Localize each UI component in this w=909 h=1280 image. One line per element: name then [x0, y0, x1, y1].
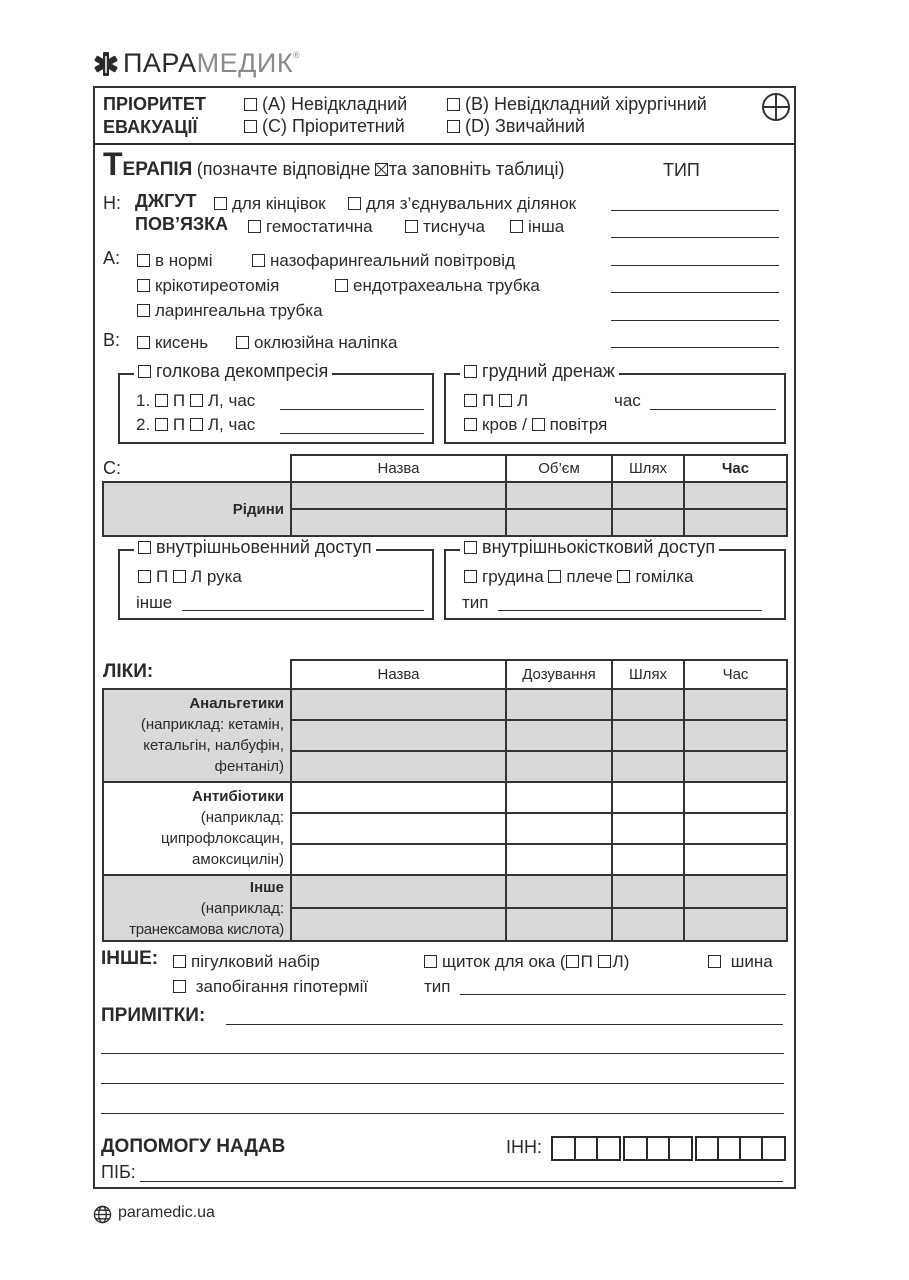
io-sternum-checkbox[interactable] — [464, 570, 477, 583]
chest-time-label: час — [614, 391, 641, 410]
drugs-header-route: Шлях — [612, 660, 684, 689]
other-hypothermia[interactable]: запобігання гіпотермії — [173, 977, 368, 997]
a-endotracheal-checkbox[interactable] — [335, 279, 348, 292]
priority-title-2: ЕВАКУАЦІЇ — [103, 117, 198, 137]
a-cricothyrotomy-checkbox[interactable] — [137, 279, 150, 292]
drug-cell[interactable] — [612, 782, 684, 813]
hypothermia-checkbox[interactable] — [173, 980, 186, 993]
bandage-other[interactable]: інша — [510, 217, 564, 237]
drug-cell[interactable] — [291, 875, 506, 908]
io-shin-checkbox[interactable] — [617, 570, 630, 583]
splint-checkbox[interactable] — [708, 955, 721, 968]
other-pill-kit[interactable]: пігулковий набір — [173, 952, 320, 972]
drug-cell[interactable] — [506, 720, 612, 751]
chest-row-1: П Л — [464, 391, 528, 411]
iv-access-box — [118, 537, 434, 620]
drug-cell[interactable] — [506, 844, 612, 875]
priority-option-a[interactable]: (A) Невідкладний — [244, 94, 407, 115]
star-of-life-icon — [93, 51, 119, 77]
drug-cell[interactable] — [612, 875, 684, 908]
bandage-label: ПОВ’ЯЗКА — [135, 214, 229, 234]
c-letter: С: — [103, 458, 121, 478]
chest-p-checkbox[interactable] — [464, 394, 477, 407]
priority-b-checkbox[interactable] — [447, 98, 460, 111]
other-eye-shield[interactable]: щиток для ока ( П Л) — [424, 952, 629, 972]
chest-blood-checkbox[interactable] — [464, 418, 477, 431]
drugs-header-time: Час — [684, 660, 787, 689]
a-cricothyrotomy[interactable]: крікотиреотомія — [137, 276, 279, 296]
drug-cell[interactable] — [684, 813, 787, 844]
drug-cell[interactable] — [506, 782, 612, 813]
brand-dark: ПАРА — [123, 48, 197, 78]
notes-line-2[interactable] — [101, 1053, 784, 1054]
fluids-cell[interactable] — [291, 482, 506, 509]
needle-row-1: 1. П Л, час — [136, 391, 256, 410]
inn-digit-boxes[interactable] — [551, 1136, 787, 1162]
io-checkbox[interactable] — [464, 541, 477, 554]
io-type-line[interactable] — [498, 610, 762, 611]
type-line-1[interactable] — [611, 210, 779, 211]
priority-title-1: ПРІОРИТЕТ — [103, 94, 206, 114]
fluids-header-time: Час — [684, 455, 787, 482]
footer-url[interactable]: paramedic.ua — [118, 1204, 215, 1221]
chest-l-checkbox[interactable] — [499, 394, 512, 407]
provider-title: ДОПОМОГУ НАДАВ — [101, 1136, 286, 1157]
iv-other-label: інше — [136, 593, 173, 612]
drug-cell[interactable] — [684, 908, 787, 941]
drug-cell[interactable] — [291, 782, 506, 813]
drug-cell[interactable] — [684, 720, 787, 751]
iv-other-line[interactable] — [182, 610, 424, 611]
b-occlusive-checkbox[interactable] — [236, 336, 249, 349]
needle-2-time-line[interactable] — [280, 433, 424, 434]
brand-light: МЕДИК — [196, 48, 294, 78]
a-laryngeal-checkbox[interactable] — [137, 304, 150, 317]
io-shoulder-checkbox[interactable] — [548, 570, 561, 583]
fluids-label: Рідини — [103, 482, 291, 536]
drug-cell[interactable] — [506, 689, 612, 720]
iv-checkbox[interactable] — [138, 541, 151, 554]
antibiotics-label: Антибіотики (наприклад: ципрофлоксацин, амоксицилін) — [103, 782, 291, 875]
fluids-table — [102, 454, 788, 537]
priority-option-d[interactable]: (D) Звичайний — [447, 116, 585, 137]
priority-option-b[interactable]: (B) Невідкладний хірургічний — [447, 94, 707, 115]
analgesics-label: Анальгетики (наприклад: кетамін, кетальгін, налбуфін, фентаніл) — [103, 689, 291, 782]
a-normal-checkbox[interactable] — [137, 254, 150, 267]
bandage-hemostatic-checkbox[interactable] — [248, 220, 261, 233]
fluids-cell[interactable] — [291, 509, 506, 536]
a-normal[interactable]: в нормі — [137, 251, 213, 271]
drugs-table — [102, 659, 788, 942]
fluids-header-route: Шлях — [612, 455, 684, 482]
other-title: ІНШЕ: — [101, 948, 159, 969]
drug-cell[interactable] — [612, 689, 684, 720]
drug-cell[interactable] — [291, 751, 506, 782]
needle-1-p-checkbox[interactable] — [155, 394, 168, 407]
tourniquet-limbs[interactable]: для кінцівок — [214, 194, 326, 214]
fluids-cell[interactable] — [612, 509, 684, 536]
iv-side-row: П Л рука — [138, 567, 242, 587]
fluids-cell[interactable] — [506, 509, 612, 536]
drug-cell[interactable] — [506, 751, 612, 782]
needle-title[interactable]: голкова декомпресія — [134, 361, 332, 382]
drugs-header-dose: Дозування — [506, 660, 612, 689]
tourniquet-junctional-checkbox[interactable] — [348, 197, 361, 210]
type-line-6[interactable] — [611, 347, 779, 348]
tourniquet-limbs-checkbox[interactable] — [214, 197, 227, 210]
drug-cell[interactable] — [291, 720, 506, 751]
registered-mark: ® — [293, 50, 301, 60]
drugs-title: ЛІКИ: — [103, 661, 154, 682]
tourniquet-junctional[interactable]: для з’єднувальних ділянок — [348, 194, 576, 214]
crosshair-icon — [762, 93, 790, 121]
chest-time-line[interactable] — [650, 409, 776, 410]
eye-shield-l-checkbox[interactable] — [598, 955, 611, 968]
iv-title[interactable]: внутрішньовенний доступ — [134, 537, 376, 558]
type-line-2[interactable] — [611, 237, 779, 238]
drug-cell[interactable] — [684, 689, 787, 720]
needle-1-l-checkbox[interactable] — [190, 394, 203, 407]
name-label: ПІБ: — [101, 1162, 136, 1182]
priority-option-c[interactable]: (C) Пріоритетний — [244, 116, 405, 137]
priority-c-checkbox[interactable] — [244, 120, 257, 133]
needle-1-time-line[interactable] — [280, 409, 424, 410]
name-line[interactable] — [140, 1181, 783, 1182]
fluids-cell[interactable] — [612, 482, 684, 509]
a-endotracheal[interactable]: ендотрахеальна трубка — [335, 276, 540, 296]
needle-checkbox[interactable] — [138, 365, 151, 378]
other-type-label: тип — [424, 977, 451, 996]
type-line-5[interactable] — [611, 320, 779, 321]
type-label: ТИП — [663, 160, 700, 180]
chest-drain-box — [444, 361, 786, 444]
bandage-other-checkbox[interactable] — [510, 220, 523, 233]
other-drugs-label: Інше (наприклад: транексамова кислота) — [103, 875, 291, 941]
notes-line-3[interactable] — [101, 1083, 784, 1084]
priority-divider — [93, 143, 796, 145]
bandage-pressure[interactable]: тиснуча — [405, 217, 485, 237]
iv-p-checkbox[interactable] — [138, 570, 151, 583]
drug-cell[interactable] — [506, 813, 612, 844]
needle-decompression-box — [118, 361, 434, 444]
a-laryngeal[interactable]: ларингеальна трубка — [137, 301, 323, 321]
fluids-cell[interactable] — [684, 482, 787, 509]
tourniquet-label: ДЖГУТ — [135, 191, 197, 211]
b-oxygen[interactable]: кисень — [137, 333, 208, 353]
drug-cell[interactable] — [291, 813, 506, 844]
b-occlusive[interactable]: оклюзійна наліпка — [236, 333, 397, 353]
drug-cell[interactable] — [612, 720, 684, 751]
needle-2-p-checkbox[interactable] — [155, 418, 168, 431]
type-line-3[interactable] — [611, 265, 779, 266]
bandage-hemostatic[interactable]: гемостатична — [248, 217, 373, 237]
needle-row-2: 2. П Л, час — [136, 415, 256, 434]
drug-cell[interactable] — [291, 844, 506, 875]
priority-a-checkbox[interactable] — [244, 98, 257, 111]
drugs-header-name: Назва — [291, 660, 506, 689]
drug-cell[interactable] — [612, 751, 684, 782]
priority-d-checkbox[interactable] — [447, 120, 460, 133]
drug-cell[interactable] — [684, 782, 787, 813]
therapy-title: ТЕРАПІЯ (позначте відповідне та заповніть таблиці) — [103, 146, 565, 182]
drug-cell[interactable] — [684, 751, 787, 782]
globe-icon — [93, 1205, 112, 1224]
io-title[interactable]: внутрішньокістковий доступ — [460, 537, 719, 558]
fluids-header-volume: Об’єм — [506, 455, 612, 482]
chest-checkbox[interactable] — [464, 365, 477, 378]
pill-kit-checkbox[interactable] — [173, 955, 186, 968]
notes-title: ПРИМІТКИ: — [101, 1005, 206, 1026]
drug-cell[interactable] — [684, 844, 787, 875]
other-splint[interactable]: шина — [708, 952, 773, 972]
drug-cell[interactable] — [506, 875, 612, 908]
eye-shield-checkbox[interactable] — [424, 955, 437, 968]
fluids-header-name: Назва — [291, 455, 506, 482]
b-letter: В: — [103, 330, 121, 350]
drug-cell[interactable] — [291, 908, 506, 941]
iv-l-checkbox[interactable] — [173, 570, 186, 583]
io-access-box — [444, 537, 786, 620]
chest-row-2: кров / повітря — [464, 415, 607, 435]
example-checked-icon — [375, 163, 388, 176]
a-nasopharyngeal-checkbox[interactable] — [252, 254, 265, 267]
other-type-line[interactable] — [460, 994, 786, 995]
chest-air-checkbox[interactable] — [532, 418, 545, 431]
io-site-row: грудина плече гомілка — [464, 567, 693, 587]
drug-cell[interactable] — [612, 908, 684, 941]
eye-shield-p-checkbox[interactable] — [566, 955, 579, 968]
notes-line-1[interactable] — [226, 1024, 783, 1025]
drug-cell[interactable] — [612, 844, 684, 875]
drug-cell[interactable] — [506, 908, 612, 941]
bandage-pressure-checkbox[interactable] — [405, 220, 418, 233]
fluids-cell[interactable] — [506, 482, 612, 509]
inn-boxes[interactable] — [551, 1136, 787, 1161]
io-type-label: тип — [462, 593, 489, 612]
drug-cell[interactable] — [612, 813, 684, 844]
type-line-4[interactable] — [611, 292, 779, 293]
b-oxygen-checkbox[interactable] — [137, 336, 150, 349]
notes-line-4[interactable] — [101, 1113, 784, 1114]
fluids-cell[interactable] — [684, 509, 787, 536]
chest-title[interactable]: грудний дренаж — [460, 361, 619, 382]
drug-cell[interactable] — [684, 875, 787, 908]
inn-label: ІНН: — [506, 1137, 542, 1157]
drug-cell[interactable] — [291, 689, 506, 720]
a-letter: А: — [103, 248, 121, 268]
h-letter: Н: — [103, 193, 121, 213]
needle-2-l-checkbox[interactable] — [190, 418, 203, 431]
a-nasopharyngeal[interactable]: назофарингеальний повітровід — [252, 251, 515, 271]
